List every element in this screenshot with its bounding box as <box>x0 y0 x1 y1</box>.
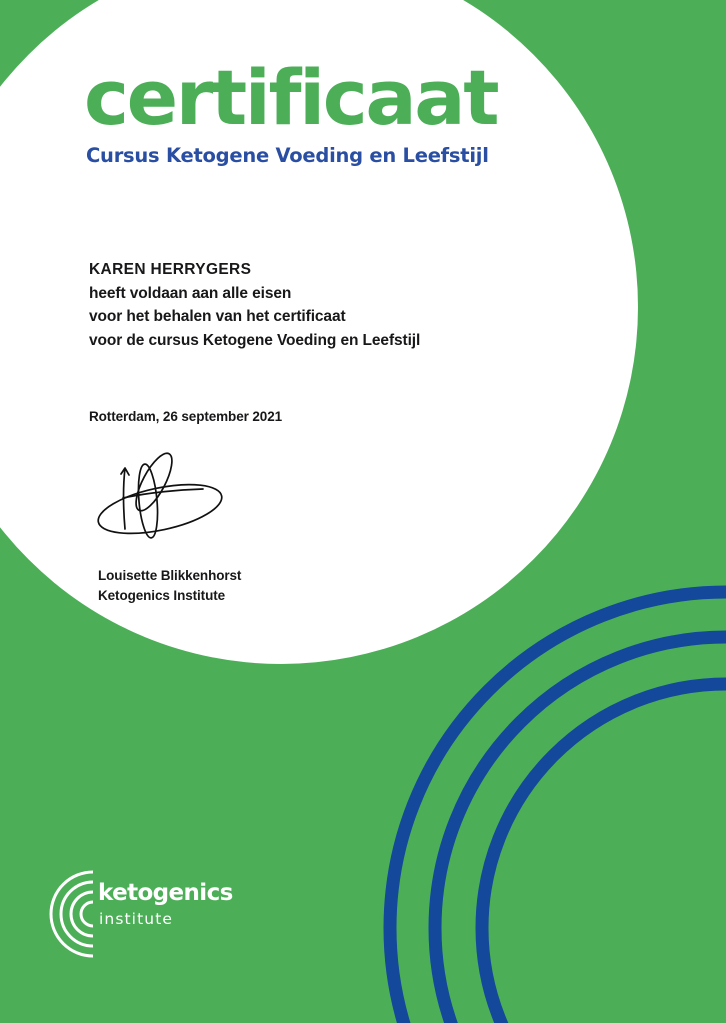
logo-name: ketogenics <box>98 880 233 906</box>
signature-stroke-narrow-loop <box>136 463 160 538</box>
place-and-date: Rotterdam, 26 september 2021 <box>89 409 283 424</box>
signer-organization: Ketogenics Institute <box>98 587 226 603</box>
signer-block <box>98 566 241 605</box>
logo-tagline: institute <box>99 910 174 928</box>
body-line-3: voor de cursus Ketogene Voeding en Leefstijl <box>89 331 421 349</box>
signature-icon <box>92 446 242 551</box>
page-title: certificaat <box>84 53 498 142</box>
certificate-body <box>89 258 559 352</box>
logo-arc-4 <box>81 902 93 926</box>
footer-logo <box>36 868 236 960</box>
signer-name: Louisette Blikkenhorst <box>98 568 242 583</box>
logo-wordmark <box>98 882 233 928</box>
body-line-1: heeft voldaan aan alle eisen <box>89 284 292 302</box>
course-subtitle: Cursus Ketogene Voeding en Leefstijl <box>86 144 489 168</box>
concentric-arcs-icon <box>36 868 100 960</box>
signature-stroke-large-loop <box>94 475 226 542</box>
body-line-2: voor het behalen van het certificaat <box>89 308 346 326</box>
title-block <box>84 53 604 168</box>
recipient-name: KAREN HERRYGERS <box>89 261 252 278</box>
